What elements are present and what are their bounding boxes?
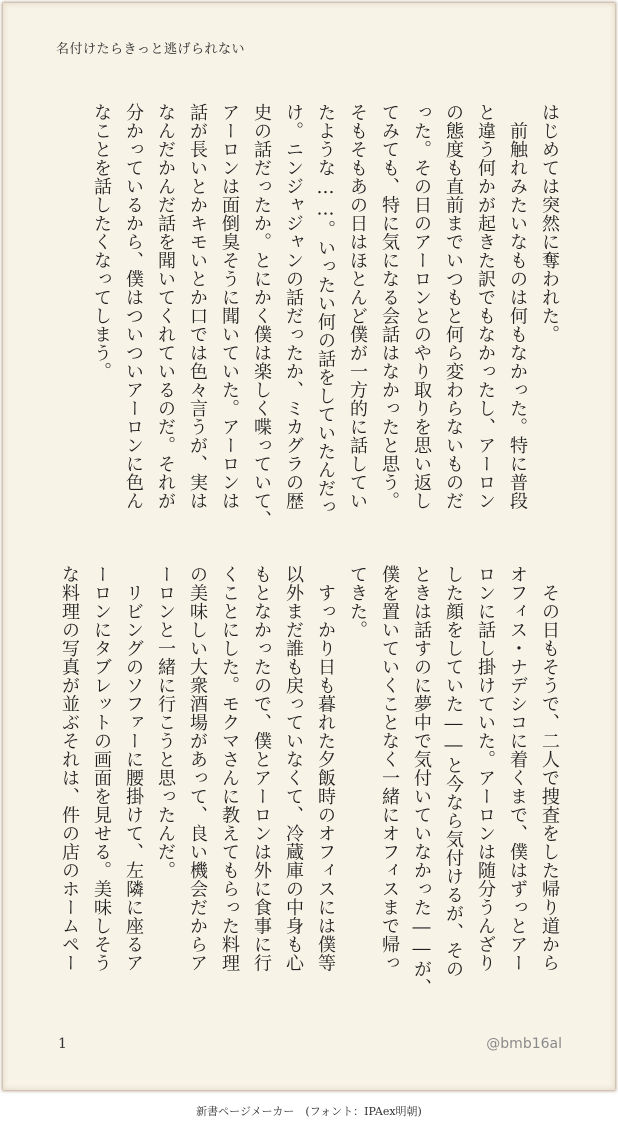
text-block-lower xyxy=(45,565,565,1005)
text-line: はじめては突然に奪われた。 xyxy=(539,103,560,344)
text-line: そもそもあの日はほとんど僕が一方的に話してい xyxy=(347,103,368,510)
text-line: ときは話すのに夢中で気付いていなかった――が、 xyxy=(411,565,432,997)
text-line: の態度も直前までいつもと何ら変わらないものだ xyxy=(443,103,464,510)
text-line: ーロンと一緒に行こうと思ったんだ。 xyxy=(155,565,176,880)
text-line: ロンに話し掛けていた。アーロンは随分うんざり xyxy=(475,565,496,972)
text-line: 分かっているから、僕はついついアーロンに色ん xyxy=(123,103,144,510)
text-line: オフィス・ナデシコに着くまで、僕はずっとアー xyxy=(507,565,528,972)
author-handle: @bmb16al xyxy=(486,1036,562,1052)
page-number: 1 xyxy=(58,1036,67,1052)
text-line: てみても、特に気になる会話はなかったと思う。 xyxy=(379,103,400,510)
text-line: たような……。いったい何の話をしていたんだっ xyxy=(315,103,336,516)
text-line: 史の話だったか。とにかく僕は楽しく喋っていて、 xyxy=(251,103,272,529)
running-header-title: 名付けたらきっと逃げられない xyxy=(56,42,246,57)
text-line: と違う何かが起きた訳でもなかったし、アーロン xyxy=(475,103,496,510)
text-line: もとなかったので、僕とアーロンは外に食事に行 xyxy=(251,565,272,972)
text-line: 話が長いとかキモいとか口では色々言うが、実は xyxy=(187,103,208,510)
text-line: リビングのソファーに腰掛けて、左隣に座るア xyxy=(123,565,144,972)
text-line: アーロンは面倒臭そうに聞いていた。アーロンは xyxy=(219,103,240,510)
text-line: 前触れみたいなものは何もなかった。特に普段 xyxy=(507,103,528,510)
text-line: な料理の写真が並ぶそれは、件の店のホームペー xyxy=(59,565,80,972)
book-page xyxy=(3,3,615,1090)
text-line: 以外まだ誰も戻っていなくて、冷蔵庫の中身も心 xyxy=(283,565,304,972)
text-line: なんだかんだ話を聞いてくれているのだ。それが xyxy=(155,103,176,510)
text-line: くことにした。モクマさんに教えてもらった料理 xyxy=(219,565,240,972)
text-line: その日もそうで、二人で捜査をした帰り道から xyxy=(539,565,560,972)
text-line: すっかり日も暮れた夕飯時のオフィスには僕等 xyxy=(315,565,336,972)
text-line: した顔をしていた――と今なら気付けるが、その xyxy=(443,565,464,978)
text-line: 僕を置いていくことなく一緒にオフィスまで帰っ xyxy=(379,565,400,972)
text-line: った。その日のアーロンとのやり取りを思い返し xyxy=(411,103,432,510)
text-line: なことを話したくなってしまう。 xyxy=(91,103,112,381)
text-line: け。ニンジャジャンの話だったか、ミカグラの歴 xyxy=(283,103,304,510)
text-block-upper xyxy=(45,103,565,543)
text-line: てきた。 xyxy=(347,565,368,639)
text-line: の美味しい大衆酒場があって、良い機会だからア xyxy=(187,565,208,972)
text-line: ーロンにタブレットの画面を見せる。美味しそう xyxy=(91,565,112,972)
generator-caption: 新書ページメーカー (フォント：IPAex明朝) xyxy=(196,1105,422,1118)
